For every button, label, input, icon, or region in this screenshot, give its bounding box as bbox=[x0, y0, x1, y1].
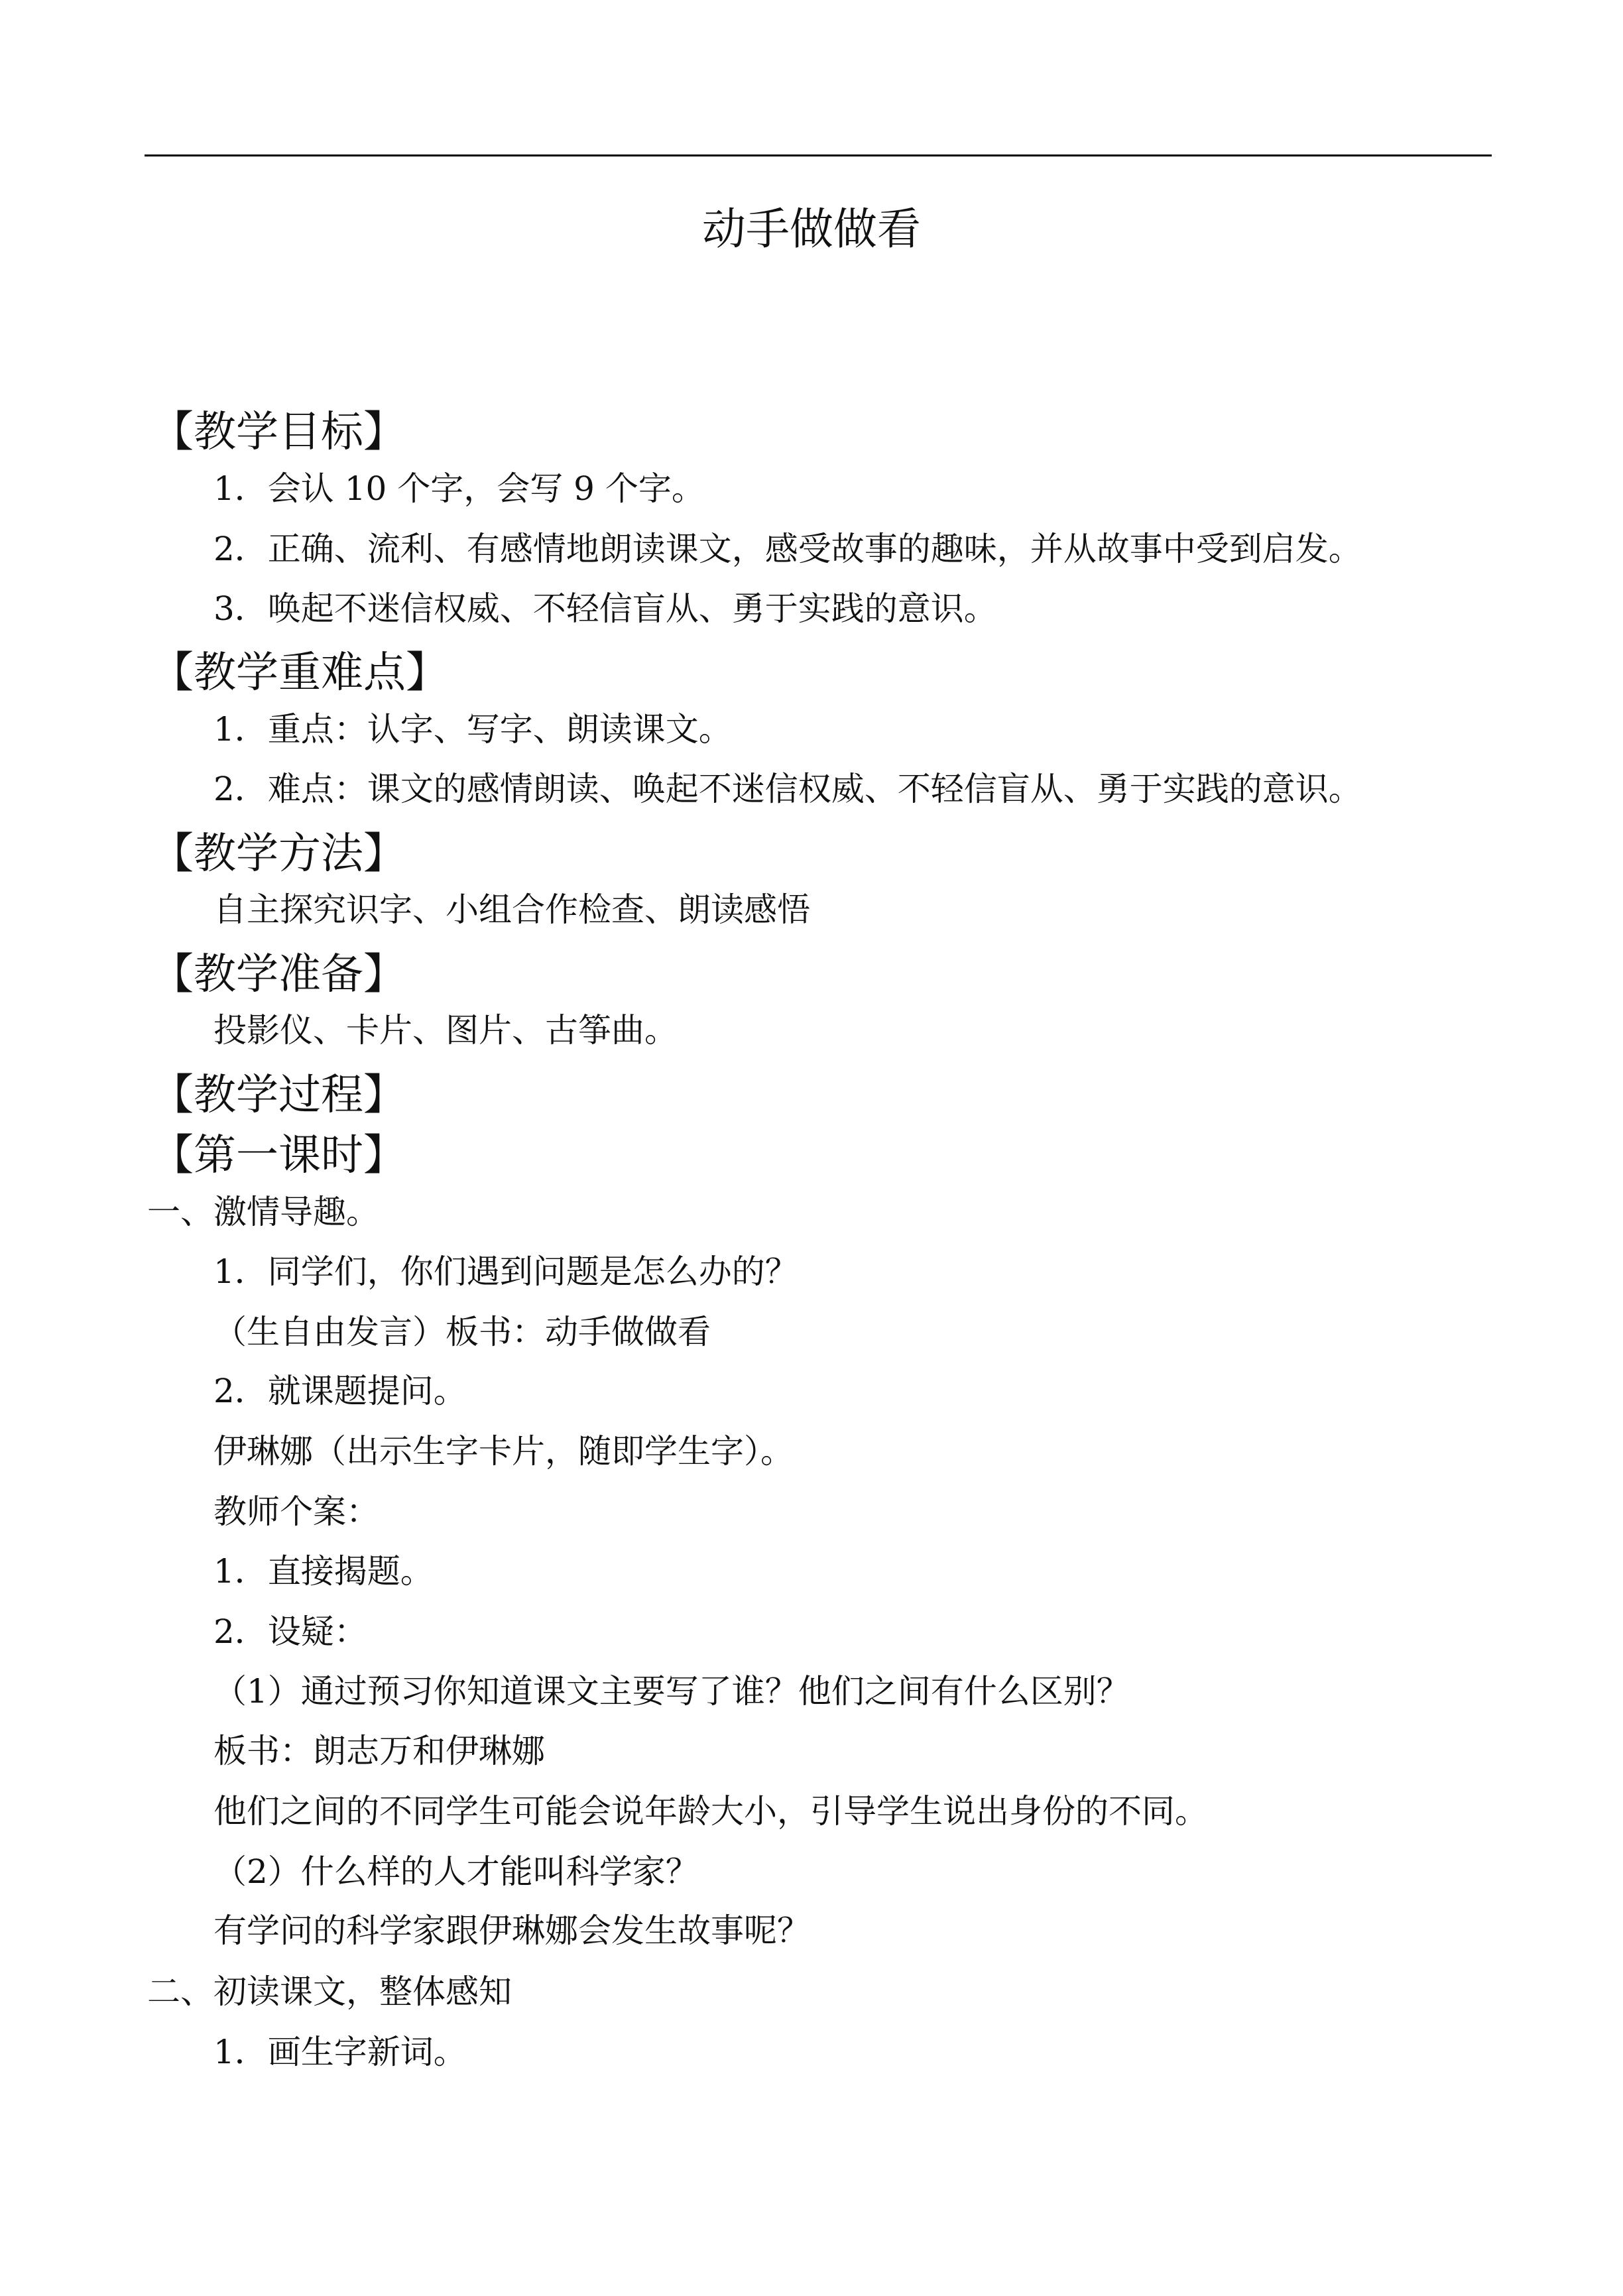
body-line: 1．重点：认字、写字、朗读课文。 bbox=[213, 710, 732, 749]
body-line: 伊琳娜（出示生字卡片，随即学生字）。 bbox=[213, 1432, 794, 1471]
body-line: 自主探究识字、小组合作检查、朗读感悟 bbox=[213, 890, 810, 929]
body-line: 1．直接揭题。 bbox=[213, 1552, 434, 1591]
body-line: 2．难点：课文的感情朗读、唤起不迷信权威、不轻信盲从、勇于实践的意识。 bbox=[213, 770, 1362, 808]
step-heading: 二、初读课文，整体感知 bbox=[147, 1972, 512, 2011]
section-heading: 【第一课时】 bbox=[151, 1131, 406, 1180]
section-heading: 【教学重难点】 bbox=[151, 648, 448, 697]
section-heading: 【教学准备】 bbox=[151, 950, 406, 999]
body-line: 1．会认 10 个字，会写 9 个字。 bbox=[213, 469, 705, 508]
header-rule bbox=[145, 154, 1492, 156]
body-line: （生自由发言）板书：动手做做看 bbox=[213, 1313, 711, 1351]
body-line: 2．就课题提问。 bbox=[213, 1372, 467, 1410]
section-heading: 【教学过程】 bbox=[151, 1071, 406, 1120]
body-line: 2．正确、流利、有感情地朗读课文，感受故事的趣味，并从故事中受到启发。 bbox=[213, 530, 1362, 568]
body-line: 板书：朗志万和伊琳娜 bbox=[213, 1732, 545, 1770]
section-heading: 【教学目标】 bbox=[151, 408, 406, 457]
body-line: 投影仪、卡片、图片、古筝曲。 bbox=[213, 1011, 678, 1050]
section-heading: 【教学方法】 bbox=[151, 829, 406, 878]
document-title: 动手做做看 bbox=[702, 204, 921, 255]
body-line: 有学问的科学家跟伊琳娜会发生故事呢？ bbox=[213, 1911, 810, 1950]
body-line: 3．唤起不迷信权威、不轻信盲从、勇于实践的意识。 bbox=[213, 589, 997, 628]
body-line: 1．同学们，你们遇到问题是怎么办的？ bbox=[213, 1252, 798, 1291]
step-heading: 一、激情导趣。 bbox=[147, 1193, 379, 1231]
body-line: （2）什么样的人才能叫科学家？ bbox=[213, 1852, 699, 1891]
body-line: （1）通过预习你知道课文主要写了谁？他们之间有什么区别？ bbox=[213, 1672, 1130, 1711]
body-line: 教师个案： bbox=[213, 1492, 379, 1531]
body-line: 2．设疑： bbox=[213, 1612, 367, 1651]
body-line: 1．画生字新词。 bbox=[213, 2033, 467, 2071]
body-line: 他们之间的不同学生可能会说年龄大小，引导学生说出身份的不同。 bbox=[213, 1792, 1208, 1831]
